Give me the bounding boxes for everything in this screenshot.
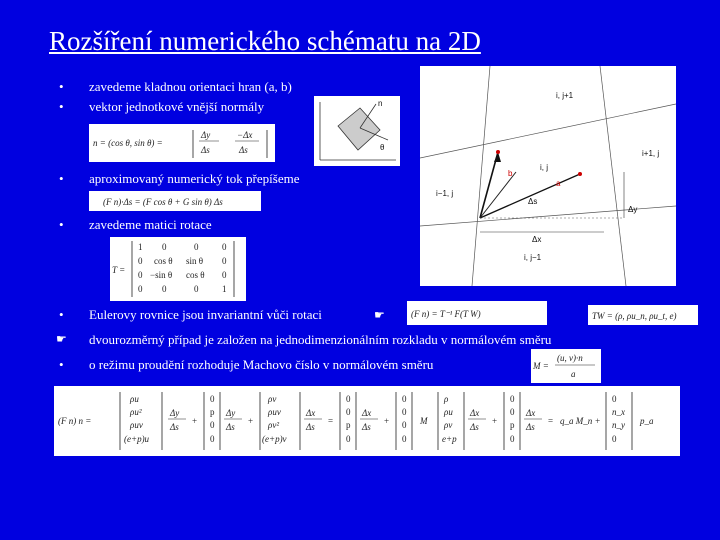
svg-text:p: p — [210, 407, 215, 417]
formula-flux — [89, 191, 261, 211]
svg-text:sin θ: sin θ — [186, 256, 204, 266]
bullet-text-rotation-matrix: zavedeme matici rotace — [89, 217, 212, 232]
bullet-marker: • — [59, 357, 64, 372]
bullet-marker: • — [59, 99, 64, 114]
svg-text:TW = (ρ, ρu_n, ρu_t, e): TW = (ρ, ρu_n, ρu_t, e) — [592, 311, 677, 321]
svg-text:q_a M_n +: q_a M_n + — [560, 416, 601, 426]
bullet-text-edge-orientation: zavedeme kladnou orientaci hran (a, b) — [89, 79, 292, 94]
label-cell-left: i−1, j — [436, 189, 454, 198]
rotated-cell-sketch — [314, 96, 400, 166]
svg-text:0: 0 — [162, 242, 167, 252]
svg-text:cos θ: cos θ — [154, 256, 173, 266]
svg-text:Δs: Δs — [226, 422, 235, 432]
svg-text:Δx: Δx — [470, 408, 480, 418]
svg-text:n = (cos θ, sin θ) =: n = (cos θ, sin θ) = — [93, 138, 163, 148]
bullet-marker: • — [59, 307, 64, 322]
formula-normal-vector — [89, 124, 275, 162]
svg-text:+: + — [192, 416, 198, 426]
svg-text:T =: T = — [112, 265, 126, 275]
svg-text:(e+p)u: (e+p)u — [124, 434, 150, 444]
svg-text:−Δx: −Δx — [237, 130, 253, 140]
pointer-icon: ☛ — [374, 308, 385, 322]
bullet-text-1d-decomposition: dvourozměrný případ je založen na jednodimenzionálním rozkladu v normálovém směru — [89, 332, 552, 347]
svg-text:+: + — [384, 416, 390, 426]
svg-text:cos θ: cos θ — [186, 270, 205, 280]
formula-rotated-vector — [588, 305, 698, 325]
svg-text:0: 0 — [402, 394, 407, 404]
bullet-text-numerical-flux: aproximovaný numerický tok přepíšeme — [89, 171, 300, 186]
label-point-b: b — [508, 169, 513, 178]
svg-text:0: 0 — [210, 420, 215, 430]
svg-text:0: 0 — [346, 434, 351, 444]
svg-text:(e+p)v: (e+p)v — [262, 434, 287, 444]
bullet-text-mach-number: o režimu proudění rozhoduje Machovo číslo v normálovém směru — [89, 357, 434, 372]
formula-normal-mach — [531, 349, 601, 383]
svg-text:Δy: Δy — [170, 408, 180, 418]
bullet-text-euler-invariance: Eulerovy rovnice jsou invariantní vůči rotaci — [89, 307, 322, 322]
svg-text:Δs: Δs — [362, 422, 371, 432]
svg-text:0: 0 — [138, 256, 143, 266]
svg-text:0: 0 — [612, 394, 617, 404]
svg-text:Δs: Δs — [170, 422, 179, 432]
svg-text:0: 0 — [194, 242, 199, 252]
svg-text:Δy: Δy — [201, 130, 211, 140]
label-cell-top: i, j+1 — [556, 91, 574, 100]
svg-text:a: a — [571, 369, 576, 379]
svg-text:e+p: e+p — [442, 434, 457, 444]
label-cell-right: i+1, j — [642, 149, 660, 158]
page-title: Rozšíření numerického schématu na 2D — [49, 26, 481, 56]
svg-text:0: 0 — [402, 407, 407, 417]
svg-text:0: 0 — [222, 256, 227, 266]
bullet-marker: • — [59, 171, 64, 186]
svg-text:0: 0 — [346, 394, 351, 404]
svg-text:=: = — [548, 416, 554, 426]
label-point-a: a — [556, 179, 561, 188]
formula-linearized-system — [54, 386, 680, 456]
label-cell-bottom: i, j−1 — [524, 253, 542, 262]
svg-text:ρu: ρu — [130, 394, 139, 404]
formula-rotation-matrix — [110, 237, 246, 301]
svg-text:(F n) = T⁻¹ F(T W): (F n) = T⁻¹ F(T W) — [411, 309, 481, 319]
svg-text:M: M — [420, 416, 428, 426]
svg-text:p: p — [510, 420, 515, 430]
svg-text:Δx: Δx — [526, 408, 536, 418]
svg-text:n_x: n_x — [612, 407, 625, 417]
svg-text:+: + — [492, 416, 498, 426]
pointer-icon: ☛ — [56, 332, 67, 346]
bullet-text-normal-vector: vektor jednotkové vnější normály — [89, 99, 265, 114]
svg-text:ρ: ρ — [444, 394, 449, 404]
svg-text:ρuv: ρuv — [130, 420, 143, 430]
svg-text:Δs: Δs — [526, 422, 535, 432]
svg-text:n: n — [378, 99, 383, 108]
label-delta-y: Δy — [628, 205, 638, 214]
formula-rotational-invariance — [407, 301, 547, 325]
svg-text:0: 0 — [162, 284, 167, 294]
svg-text:Δs: Δs — [201, 145, 210, 155]
grid-diagram — [420, 66, 676, 286]
svg-text:(u, v)·n: (u, v)·n — [557, 353, 583, 363]
svg-text:0: 0 — [210, 434, 215, 444]
svg-text:ρv: ρv — [268, 394, 277, 404]
svg-text:1: 1 — [138, 242, 143, 252]
svg-text:ρu²: ρu² — [130, 407, 142, 417]
label-delta-s: Δs — [528, 197, 538, 206]
label-cell-center: i, j — [540, 163, 548, 172]
bullet-marker: • — [59, 217, 64, 232]
svg-text:ρv: ρv — [444, 420, 453, 430]
svg-text:0: 0 — [510, 434, 515, 444]
svg-text:Δs: Δs — [239, 145, 248, 155]
svg-text:0: 0 — [138, 270, 143, 280]
svg-text:0: 0 — [510, 394, 515, 404]
svg-text:0: 0 — [612, 434, 617, 444]
svg-text:ρuv: ρuv — [268, 407, 281, 417]
svg-text:=: = — [328, 416, 334, 426]
svg-text:θ: θ — [380, 143, 385, 152]
svg-text:n_y: n_y — [612, 420, 625, 430]
svg-text:0: 0 — [510, 407, 515, 417]
svg-text:0: 0 — [222, 270, 227, 280]
svg-text:+: + — [248, 416, 254, 426]
svg-text:ρu: ρu — [444, 407, 453, 417]
svg-text:Δx: Δx — [362, 408, 372, 418]
label-delta-x: Δx — [532, 235, 542, 244]
svg-text:1: 1 — [222, 284, 227, 294]
svg-text:Δx: Δx — [306, 408, 316, 418]
svg-text:Δs: Δs — [470, 422, 479, 432]
bullet-marker: • — [59, 79, 64, 94]
svg-text:(F n)·Δs = (F cos θ + G sin θ): (F n)·Δs = (F cos θ + G sin θ) Δs — [103, 197, 223, 207]
svg-text:0: 0 — [346, 407, 351, 417]
svg-text:0: 0 — [402, 434, 407, 444]
svg-text:0: 0 — [402, 420, 407, 430]
svg-text:(F n) n =: (F n) n = — [58, 416, 92, 426]
svg-text:0: 0 — [194, 284, 199, 294]
svg-text:0: 0 — [222, 242, 227, 252]
svg-text:0: 0 — [138, 284, 143, 294]
svg-text:p_a: p_a — [640, 416, 654, 426]
svg-text:Δs: Δs — [306, 422, 315, 432]
svg-text:ρv²: ρv² — [268, 420, 280, 430]
svg-text:0: 0 — [210, 394, 215, 404]
svg-text:−sin θ: −sin θ — [150, 270, 173, 280]
svg-text:Δy: Δy — [226, 408, 236, 418]
svg-text:p: p — [346, 420, 351, 430]
svg-text:M =: M = — [533, 361, 549, 371]
